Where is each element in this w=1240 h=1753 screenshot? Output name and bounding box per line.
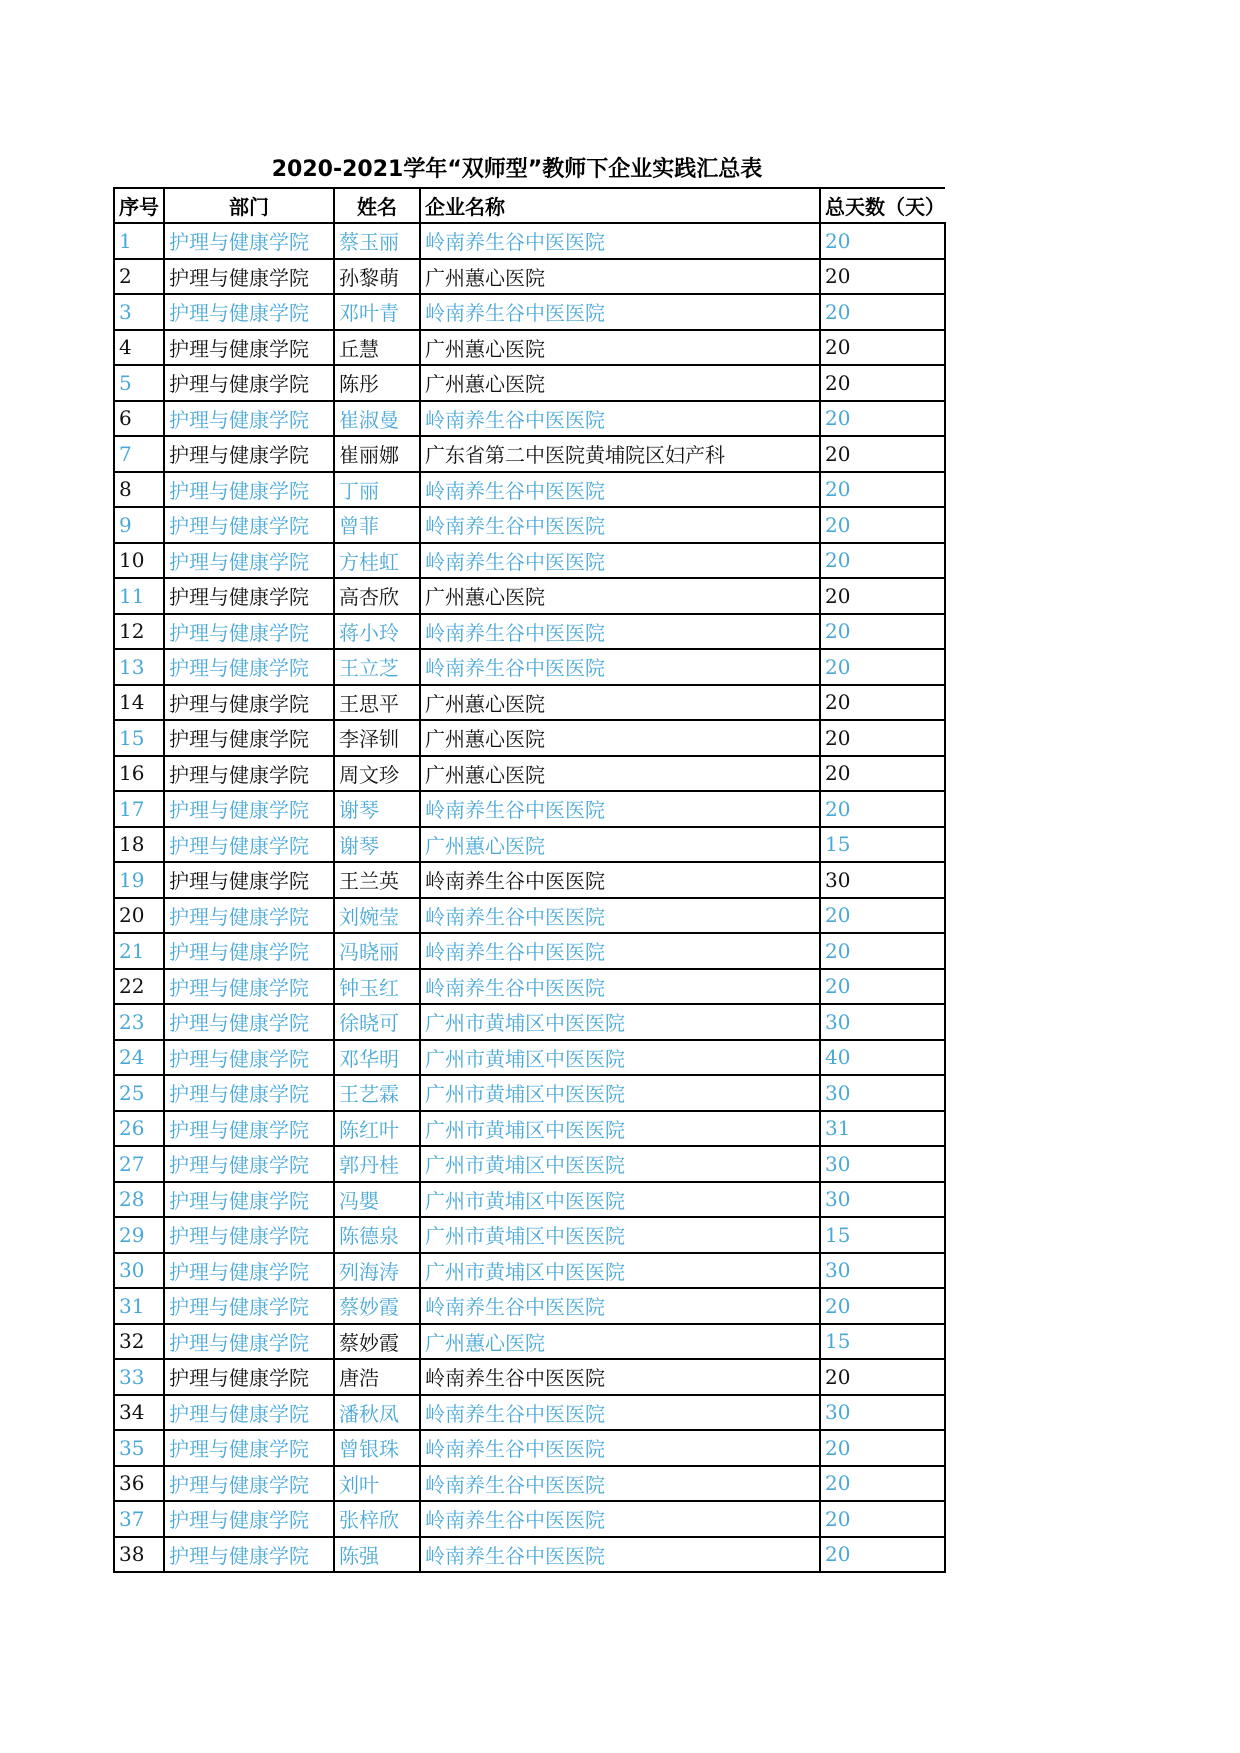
cell-days: 30 xyxy=(820,1395,945,1431)
cell-dept: 护理与健康学院 xyxy=(164,365,334,401)
cell-name: 陈强 xyxy=(334,1537,420,1573)
cell-company: 岭南养生谷中医医院 xyxy=(420,969,820,1005)
cell-name: 徐晓可 xyxy=(334,1004,420,1040)
cell-dept: 护理与健康学院 xyxy=(164,294,334,330)
cell-name: 谢琴 xyxy=(334,791,420,827)
cell-dept: 护理与健康学院 xyxy=(164,720,334,756)
cell-company: 岭南养生谷中医医院 xyxy=(420,472,820,508)
table-row xyxy=(114,969,945,1005)
table-row xyxy=(114,1501,945,1537)
table-row xyxy=(114,933,945,969)
cell-no: 12 xyxy=(114,614,164,650)
table-row xyxy=(114,791,945,827)
cell-company: 岭南养生谷中医医院 xyxy=(420,649,820,685)
table-row xyxy=(114,1466,945,1502)
cell-days: 20 xyxy=(820,436,945,472)
cell-company: 广州蕙心医院 xyxy=(420,578,820,614)
cell-no: 24 xyxy=(114,1040,164,1076)
table-row xyxy=(114,259,945,295)
table-row xyxy=(114,756,945,792)
cell-dept: 护理与健康学院 xyxy=(164,969,334,1005)
cell-dept: 护理与健康学院 xyxy=(164,1253,334,1289)
cell-no: 5 xyxy=(114,365,164,401)
cell-company: 广州市黄埔区中医医院 xyxy=(420,1217,820,1253)
cell-dept: 护理与健康学院 xyxy=(164,1466,334,1502)
cell-dept: 护理与健康学院 xyxy=(164,649,334,685)
table-row xyxy=(114,1182,945,1218)
cell-name: 丁丽 xyxy=(334,472,420,508)
cell-days: 20 xyxy=(820,969,945,1005)
cell-company: 岭南养生谷中医医院 xyxy=(420,507,820,543)
cell-days: 31 xyxy=(820,1111,945,1147)
cell-name: 蒋小玲 xyxy=(334,614,420,650)
cell-company: 广东省第二中医院黄埔院区妇产科 xyxy=(420,436,820,472)
cell-dept: 护理与健康学院 xyxy=(164,1217,334,1253)
header-name: 姓名 xyxy=(334,188,420,223)
cell-dept: 护理与健康学院 xyxy=(164,756,334,792)
cell-dept: 护理与健康学院 xyxy=(164,1324,334,1360)
cell-dept: 护理与健康学院 xyxy=(164,543,334,579)
cell-days: 20 xyxy=(820,898,945,934)
cell-dept: 护理与健康学院 xyxy=(164,1288,334,1324)
cell-name: 陈红叶 xyxy=(334,1111,420,1147)
cell-name: 方桂虹 xyxy=(334,543,420,579)
cell-name: 孙黎萌 xyxy=(334,259,420,295)
cell-company: 岭南养生谷中医医院 xyxy=(420,614,820,650)
table-row xyxy=(114,1359,945,1395)
table-row xyxy=(114,1537,945,1573)
cell-company: 广州市黄埔区中医医院 xyxy=(420,1111,820,1147)
cell-days: 30 xyxy=(820,1004,945,1040)
cell-no: 37 xyxy=(114,1501,164,1537)
cell-days: 40 xyxy=(820,1040,945,1076)
cell-company: 岭南养生谷中医医院 xyxy=(420,1501,820,1537)
cell-company: 岭南养生谷中医医院 xyxy=(420,1359,820,1395)
table-row xyxy=(114,1111,945,1147)
cell-dept: 护理与健康学院 xyxy=(164,330,334,366)
table-row xyxy=(114,578,945,614)
cell-no: 2 xyxy=(114,259,164,295)
cell-no: 9 xyxy=(114,507,164,543)
cell-days: 20 xyxy=(820,401,945,437)
cell-days: 20 xyxy=(820,1466,945,1502)
cell-dept: 护理与健康学院 xyxy=(164,827,334,863)
cell-name: 陈德泉 xyxy=(334,1217,420,1253)
cell-dept: 护理与健康学院 xyxy=(164,401,334,437)
cell-dept: 护理与健康学院 xyxy=(164,1040,334,1076)
cell-company: 广州市黄埔区中医医院 xyxy=(420,1040,820,1076)
cell-company: 岭南养生谷中医医院 xyxy=(420,862,820,898)
cell-company: 岭南养生谷中医医院 xyxy=(420,1288,820,1324)
cell-name: 蔡妙霞 xyxy=(334,1288,420,1324)
table-row xyxy=(114,685,945,721)
cell-company: 岭南养生谷中医医院 xyxy=(420,223,820,259)
cell-company: 广州市黄埔区中医医院 xyxy=(420,1182,820,1218)
cell-no: 15 xyxy=(114,720,164,756)
cell-no: 6 xyxy=(114,401,164,437)
cell-dept: 护理与健康学院 xyxy=(164,791,334,827)
cell-days: 20 xyxy=(820,578,945,614)
table-row xyxy=(114,436,945,472)
cell-days: 20 xyxy=(820,1430,945,1466)
cell-company: 岭南养生谷中医医院 xyxy=(420,791,820,827)
cell-days: 20 xyxy=(820,1288,945,1324)
cell-name: 邓叶青 xyxy=(334,294,420,330)
cell-company: 广州市黄埔区中医医院 xyxy=(420,1004,820,1040)
cell-no: 7 xyxy=(114,436,164,472)
cell-dept: 护理与健康学院 xyxy=(164,472,334,508)
cell-dept: 护理与健康学院 xyxy=(164,1182,334,1218)
cell-name: 邓华明 xyxy=(334,1040,420,1076)
table-row xyxy=(114,1075,945,1111)
cell-dept: 护理与健康学院 xyxy=(164,1359,334,1395)
cell-days: 20 xyxy=(820,330,945,366)
cell-company: 岭南养生谷中医医院 xyxy=(420,898,820,934)
cell-name: 周文珍 xyxy=(334,756,420,792)
cell-no: 16 xyxy=(114,756,164,792)
table-row xyxy=(114,330,945,366)
cell-company: 岭南养生谷中医医院 xyxy=(420,401,820,437)
cell-name: 高杏欣 xyxy=(334,578,420,614)
cell-no: 13 xyxy=(114,649,164,685)
header-days: 总天数（天） xyxy=(820,188,945,223)
table-row xyxy=(114,1324,945,1360)
cell-no: 34 xyxy=(114,1395,164,1431)
cell-days: 20 xyxy=(820,614,945,650)
cell-dept: 护理与健康学院 xyxy=(164,1075,334,1111)
cell-company: 广州蕙心医院 xyxy=(420,756,820,792)
table-row xyxy=(114,1395,945,1431)
cell-days: 20 xyxy=(820,1359,945,1395)
cell-no: 14 xyxy=(114,685,164,721)
cell-company: 广州市黄埔区中医医院 xyxy=(420,1253,820,1289)
cell-company: 岭南养生谷中医医院 xyxy=(420,1430,820,1466)
table-row xyxy=(114,472,945,508)
cell-dept: 护理与健康学院 xyxy=(164,223,334,259)
cell-dept: 护理与健康学院 xyxy=(164,1501,334,1537)
cell-name: 曾银珠 xyxy=(334,1430,420,1466)
cell-no: 8 xyxy=(114,472,164,508)
cell-no: 4 xyxy=(114,330,164,366)
cell-days: 30 xyxy=(820,1253,945,1289)
cell-company: 岭南养生谷中医医院 xyxy=(420,1466,820,1502)
cell-name: 钟玉红 xyxy=(334,969,420,1005)
cell-company: 岭南养生谷中医医院 xyxy=(420,1395,820,1431)
cell-dept: 护理与健康学院 xyxy=(164,933,334,969)
cell-dept: 护理与健康学院 xyxy=(164,1395,334,1431)
cell-name: 崔丽娜 xyxy=(334,436,420,472)
cell-dept: 护理与健康学院 xyxy=(164,1430,334,1466)
table-row xyxy=(114,862,945,898)
table-row xyxy=(114,898,945,934)
cell-days: 20 xyxy=(820,365,945,401)
header-company: 企业名称 xyxy=(420,188,820,223)
cell-no: 10 xyxy=(114,543,164,579)
cell-no: 19 xyxy=(114,862,164,898)
cell-dept: 护理与健康学院 xyxy=(164,259,334,295)
cell-no: 36 xyxy=(114,1466,164,1502)
cell-company: 广州蕙心医院 xyxy=(420,259,820,295)
cell-no: 20 xyxy=(114,898,164,934)
cell-no: 31 xyxy=(114,1288,164,1324)
cell-company: 广州蕙心医院 xyxy=(420,330,820,366)
cell-company: 广州蕙心医院 xyxy=(420,720,820,756)
cell-dept: 护理与健康学院 xyxy=(164,507,334,543)
page-title: 2020-2021学年“双师型”教师下企业实践汇总表 xyxy=(271,157,763,182)
cell-no: 38 xyxy=(114,1537,164,1573)
cell-days: 20 xyxy=(820,649,945,685)
cell-name: 蔡妙霞 xyxy=(334,1324,420,1360)
cell-company: 岭南养生谷中医医院 xyxy=(420,1537,820,1573)
cell-days: 30 xyxy=(820,1075,945,1111)
cell-days: 20 xyxy=(820,756,945,792)
cell-name: 唐浩 xyxy=(334,1359,420,1395)
cell-dept: 护理与健康学院 xyxy=(164,1537,334,1573)
cell-no: 30 xyxy=(114,1253,164,1289)
cell-company: 岭南养生谷中医医院 xyxy=(420,294,820,330)
cell-name: 潘秋凤 xyxy=(334,1395,420,1431)
table-row xyxy=(114,649,945,685)
table-row xyxy=(114,223,945,259)
table-row xyxy=(114,507,945,543)
cell-days: 20 xyxy=(820,223,945,259)
cell-name: 蔡玉丽 xyxy=(334,223,420,259)
cell-name: 刘叶 xyxy=(334,1466,420,1502)
cell-dept: 护理与健康学院 xyxy=(164,898,334,934)
header-dept: 部门 xyxy=(164,188,334,223)
cell-name: 谢琴 xyxy=(334,827,420,863)
cell-name: 冯晓丽 xyxy=(334,933,420,969)
table-row xyxy=(114,1253,945,1289)
cell-days: 30 xyxy=(820,1182,945,1218)
table-row xyxy=(114,1430,945,1466)
table-body xyxy=(114,223,945,1572)
table-row xyxy=(114,1217,945,1253)
cell-no: 26 xyxy=(114,1111,164,1147)
cell-dept: 护理与健康学院 xyxy=(164,1004,334,1040)
cell-no: 29 xyxy=(114,1217,164,1253)
table-row xyxy=(114,401,945,437)
table-row xyxy=(114,720,945,756)
table-row xyxy=(114,294,945,330)
cell-no: 18 xyxy=(114,827,164,863)
cell-no: 3 xyxy=(114,294,164,330)
cell-days: 30 xyxy=(820,1146,945,1182)
cell-days: 20 xyxy=(820,791,945,827)
cell-no: 22 xyxy=(114,969,164,1005)
table-row xyxy=(114,1040,945,1076)
cell-dept: 护理与健康学院 xyxy=(164,436,334,472)
cell-no: 35 xyxy=(114,1430,164,1466)
cell-company: 广州市黄埔区中医医院 xyxy=(420,1075,820,1111)
cell-name: 崔淑曼 xyxy=(334,401,420,437)
cell-no: 27 xyxy=(114,1146,164,1182)
cell-no: 11 xyxy=(114,578,164,614)
cell-days: 20 xyxy=(820,933,945,969)
cell-name: 李泽钏 xyxy=(334,720,420,756)
header-no: 序号 xyxy=(114,188,164,223)
summary-table xyxy=(113,187,946,1573)
cell-days: 20 xyxy=(820,1501,945,1537)
cell-name: 冯嬰 xyxy=(334,1182,420,1218)
cell-no: 28 xyxy=(114,1182,164,1218)
cell-no: 25 xyxy=(114,1075,164,1111)
cell-days: 20 xyxy=(820,543,945,579)
table-row xyxy=(114,1146,945,1182)
cell-name: 张梓欣 xyxy=(334,1501,420,1537)
cell-dept: 护理与健康学院 xyxy=(164,685,334,721)
cell-days: 20 xyxy=(820,294,945,330)
table-row xyxy=(114,543,945,579)
header-row xyxy=(114,188,945,223)
cell-name: 列海涛 xyxy=(334,1253,420,1289)
cell-days: 15 xyxy=(820,1324,945,1360)
cell-dept: 护理与健康学院 xyxy=(164,578,334,614)
cell-no: 33 xyxy=(114,1359,164,1395)
cell-days: 20 xyxy=(820,472,945,508)
cell-days: 20 xyxy=(820,1537,945,1573)
cell-days: 20 xyxy=(820,685,945,721)
cell-name: 郭丹桂 xyxy=(334,1146,420,1182)
cell-dept: 护理与健康学院 xyxy=(164,1146,334,1182)
cell-days: 20 xyxy=(820,259,945,295)
cell-dept: 护理与健康学院 xyxy=(164,1111,334,1147)
cell-no: 17 xyxy=(114,791,164,827)
cell-dept: 护理与健康学院 xyxy=(164,862,334,898)
cell-days: 15 xyxy=(820,1217,945,1253)
table-row xyxy=(114,365,945,401)
cell-dept: 护理与健康学院 xyxy=(164,614,334,650)
table-row xyxy=(114,827,945,863)
cell-name: 王兰英 xyxy=(334,862,420,898)
cell-name: 曾菲 xyxy=(334,507,420,543)
cell-company: 广州蕙心医院 xyxy=(420,685,820,721)
cell-no: 32 xyxy=(114,1324,164,1360)
cell-name: 王思平 xyxy=(334,685,420,721)
cell-no: 23 xyxy=(114,1004,164,1040)
table-row xyxy=(114,614,945,650)
cell-company: 广州蕙心医院 xyxy=(420,365,820,401)
table-row xyxy=(114,1288,945,1324)
cell-name: 王艺霖 xyxy=(334,1075,420,1111)
cell-name: 丘慧 xyxy=(334,330,420,366)
cell-company: 岭南养生谷中医医院 xyxy=(420,543,820,579)
cell-company: 广州市黄埔区中医医院 xyxy=(420,1146,820,1182)
cell-days: 20 xyxy=(820,507,945,543)
cell-name: 刘婉莹 xyxy=(334,898,420,934)
cell-name: 陈彤 xyxy=(334,365,420,401)
cell-company: 广州蕙心医院 xyxy=(420,1324,820,1360)
table-row xyxy=(114,1004,945,1040)
cell-days: 20 xyxy=(820,720,945,756)
cell-company: 岭南养生谷中医医院 xyxy=(420,933,820,969)
cell-days: 15 xyxy=(820,827,945,863)
cell-days: 30 xyxy=(820,862,945,898)
cell-company: 广州蕙心医院 xyxy=(420,827,820,863)
cell-name: 王立芝 xyxy=(334,649,420,685)
cell-no: 21 xyxy=(114,933,164,969)
cell-no: 1 xyxy=(114,223,164,259)
